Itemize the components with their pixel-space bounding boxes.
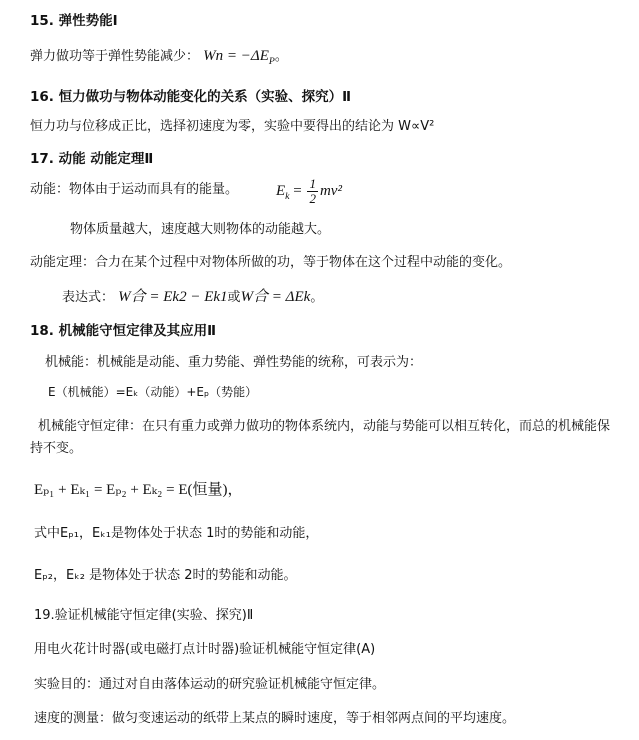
section-19-line-2: 实验目的：通过对自由落体运动的研究验证机械能守恒定律。 — [34, 677, 386, 692]
section-17-theorem: 动能定理：合力在某个过程中对物体所做的功，等于物体在这个过程中动能的变化。 — [30, 255, 512, 270]
expression-formula-2: W合 = ΔEk — [240, 289, 311, 305]
section-17-expression-line: 表达式： W合 = Ek2 − Ek1或W合 = ΔEk。 — [62, 289, 324, 305]
section-19-line-3: 速度的测量：做匀变速运动的纸带上某点的瞬时速度，等于相邻两点间的平均速度。 — [34, 711, 516, 726]
expression-label: 表达式： — [62, 290, 115, 305]
section-15-text-line — [30, 47, 288, 71]
kinetic-energy-formula: $E_k$ = $\frac{1}{2}$ mv² — [276, 176, 342, 207]
section-15-formula: $Wn = -\Delta E_P$ — [203, 48, 275, 67]
section-15-heading: 15. 弹性势能Ⅰ — [30, 13, 118, 29]
section-19-heading: 19.验证机械能守恒定律(实验、探究)Ⅱ — [34, 608, 254, 623]
section-16-heading: 16. 恒力做功与物体动能变化的关系（实验、探究）Ⅱ — [30, 89, 352, 105]
section-18-state-2: Eₚ₂，Eₖ₂ 是物体处于状态 2时的势能和动能。 — [34, 568, 297, 583]
expression-or: 或 — [227, 290, 241, 305]
section-18-heading: 18. 机械能守恒定律及其应用Ⅱ — [30, 323, 217, 339]
section-18-representation: E（机械能）=Eₖ（动能）+Eₚ（势能） — [48, 385, 258, 399]
section-18-equation: Eₚ₁ + Eₖ₁ = Eₚ₂ + Eₖ₂ = E(恒量)， — [34, 482, 243, 498]
fraction-one-half: $\frac{1}{2}$ — [309, 176, 316, 207]
section-16-text: 恒力功与位移成正比，选择初速度为零，实验中要得出的结论为 W∝V² — [30, 119, 435, 134]
section-18-state-1: 式中Eₚ₁，Eₖ₁是物体处于状态 1时的势能和动能， — [34, 526, 319, 541]
section-17-note: 物体质量越大，速度越大则物体的动能越大。 — [70, 222, 331, 237]
expression-formula-1: W合 = Ek2 − Ek1 — [118, 289, 228, 305]
section-19-line-1: 用电火花计时器(或电磁打点计时器)验证机械能守恒定律(A) — [34, 642, 376, 657]
section-17-def: 动能：物体由于运动而具有的能量。 — [30, 182, 239, 197]
section-15-end: 。 — [274, 49, 288, 64]
section-18-def: 机械能：机械能是动能、重力势能、弹性势能的统称，可表示为： — [45, 355, 423, 370]
section-18-law: 机械能守恒定律：在只有重力或弹力做功的物体系统内，动能与势能可以相互转化，而总的机械能保持不变。 — [30, 419, 611, 456]
section-17-heading: 17. 动能 动能定理Ⅱ — [30, 151, 154, 167]
section-15-text: 弹力做功等于弹性势能减少： — [30, 49, 200, 64]
